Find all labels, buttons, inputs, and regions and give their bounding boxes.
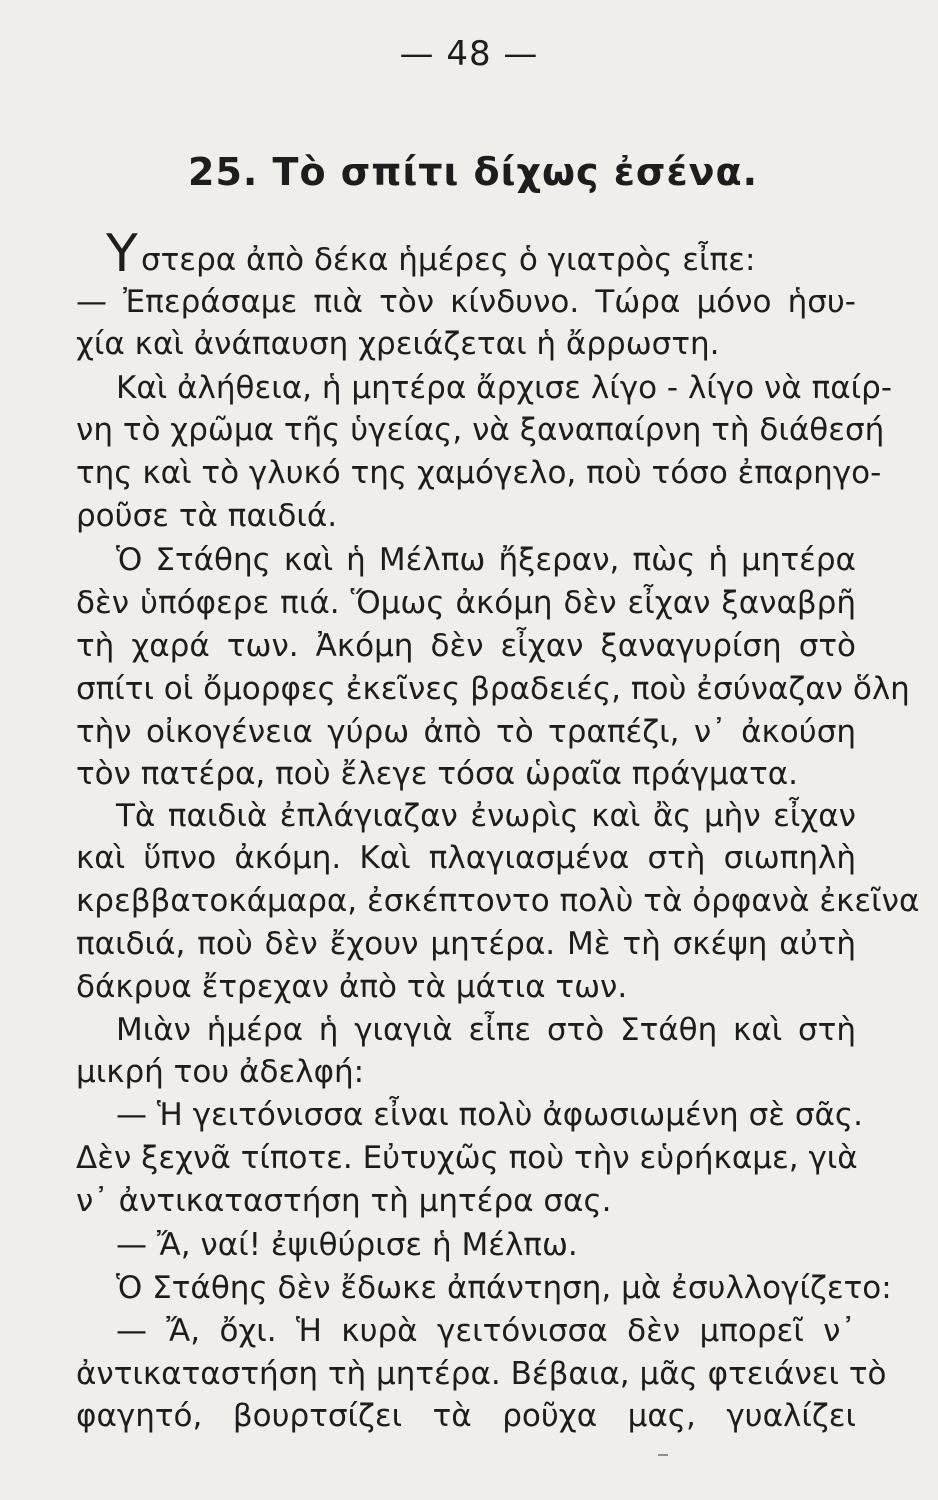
text-line: κρεββατοκάμαρα, ἐσκέπτοντο πολὺ τὰ ὀρφανὰ ἐκεῖνα	[76, 883, 920, 919]
text-line: Τὰ παιδιὰ ἐπλάγιαζαν ἐνωρὶς καὶ ἂς μὴν εἶχαν	[116, 798, 856, 834]
text-line: καὶ ὕπνο ἀκόμη. Καὶ πλαγιασμένα στὴ σιωπηλὴ	[76, 840, 856, 876]
page-number: — 48 —	[399, 34, 539, 74]
print-mark	[658, 1454, 668, 1456]
text-line: φαγητό, βουρτσίζει τὰ ροῦχα μας, γυαλίζει	[76, 1398, 856, 1434]
text-line: ν᾿ ἀντικαταστήση τὴ μητέρα σας.	[76, 1183, 612, 1219]
text-line: στερα ἀπὸ δέκα ἡμέρες ὁ γιατρὸς εἶπε:	[141, 242, 756, 278]
text-line: μικρή του ἀδελφή:	[76, 1054, 365, 1090]
text-line: — Ἄ, ναί! ἐψιθύρισε ἡ Μέλπω.	[116, 1227, 578, 1263]
text-line: τὴ χαρά των. Ἀκόμη δὲν εἶχαν ξαναγυρίση στὸ	[76, 628, 856, 664]
text-line: παιδιά, ποὺ δὲν ἔχουν μητέρα. Μὲ τὴ σκέψη αὐτὴ	[76, 926, 856, 962]
text-line: νη τὸ χρῶμα τῆς ὑγείας, νὰ ξαναπαίρνη τὴ διάθεσή	[76, 412, 885, 448]
text-line: Ὁ Στάθης καὶ ἡ Μέλπω ἤξεραν, πὼς ἡ μητέρα	[116, 542, 856, 578]
text-line: Δὲν ξεχνᾶ τίποτε. Εὐτυχῶς ποὺ τὴν εὑρήκαμε, γιὰ	[76, 1140, 858, 1176]
text-line: τὸν πατέρα, ποὺ ἔλεγε τόσα ὡραῖα πράγματα.	[76, 756, 799, 792]
text-line: δάκρυα ἔτρεχαν ἀπὸ τὰ μάτια των.	[76, 969, 628, 1005]
chapter-title: 25. Τὸ σπίτι δίχως ἐσένα.	[188, 150, 759, 194]
text-line: — Ἐπεράσαμε πιὰ τὸν κίνδυνο. Τώρα μόνο ἡσυ-	[76, 284, 856, 320]
text-line: Μιὰν ἡμέρα ἡ γιαγιὰ εἶπε στὸ Στάθη καὶ στὴ	[116, 1012, 856, 1048]
text-line: χία καὶ ἀνάπαυση χρειάζεται ἡ ἄρρωστη.	[76, 326, 720, 362]
text-line: δὲν ὑπόφερε πιά. Ὅμως ἀκόμη δὲν εἶχαν ξαναβρῆ	[76, 585, 856, 621]
drop-cap: Υ	[106, 224, 138, 284]
text-line: ροῦσε τὰ παιδιά.	[76, 498, 338, 534]
text-line: — Ἡ γειτόνισσα εἶναι πολὺ ἀφωσιωμένη σὲ σᾶς.	[116, 1097, 863, 1133]
text-line: — Ἄ, ὄχι. Ἡ κυρὰ γειτόνισσα δὲν μπορεῖ ν᾿	[116, 1313, 856, 1349]
text-line: Ὁ Στάθης δὲν ἔδωκε ἀπάντηση, μὰ ἐσυλλογίζετο:	[116, 1270, 892, 1306]
text-line: σπίτι οἱ ὄμορφες ἐκεῖνες βραδειές, ποὺ ἐσύναζαν ὅλη	[76, 671, 910, 707]
text-line: Καὶ ἀλήθεια, ἡ μητέρα ἄρχισε λίγο - λίγο νὰ παίρ-	[116, 370, 893, 406]
text-line: τὴν οἰκογένεια γύρω ἀπὸ τὸ τραπέζι, ν᾿ ἀκούση	[76, 714, 856, 750]
text-line: ἀντικαταστήση τὴ μητέρα. Βέβαια, μᾶς φτειάνει τὸ	[76, 1356, 887, 1392]
text-line: της καὶ τὸ γλυκό της χαμόγελο, ποὺ τόσο ἐπαρηγο-	[76, 455, 882, 491]
